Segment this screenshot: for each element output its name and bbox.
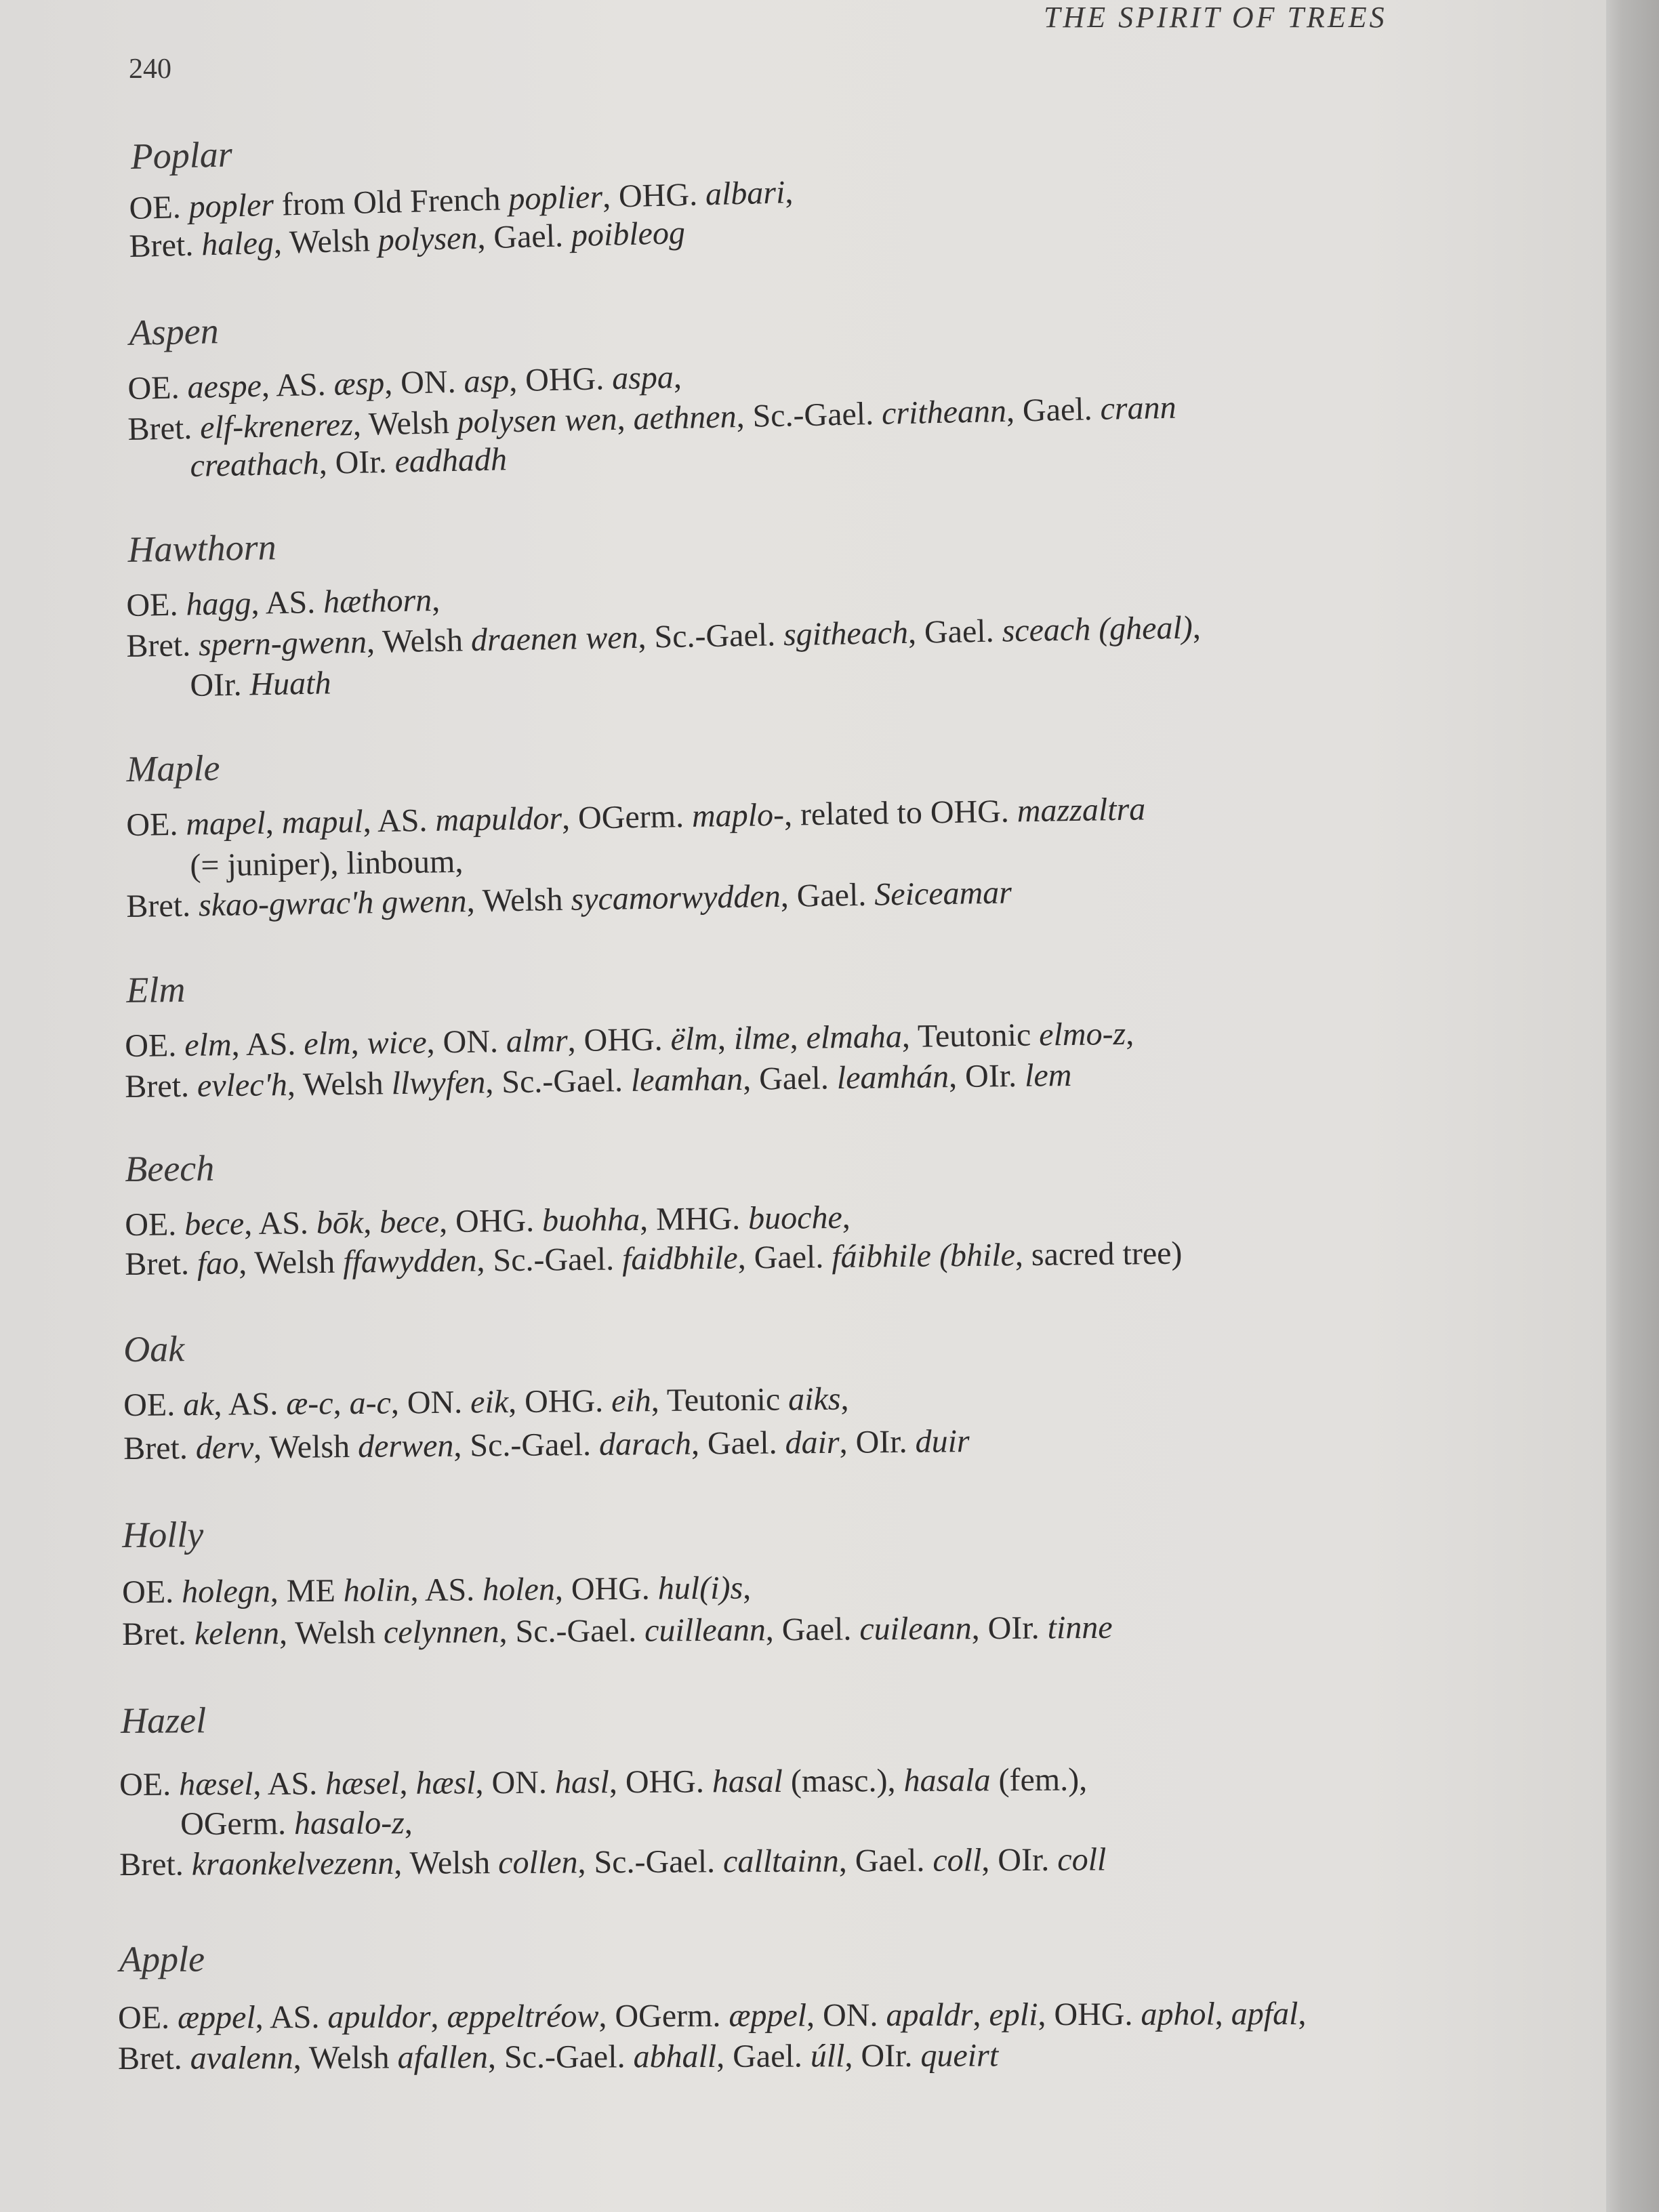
term-word: leamhán — [836, 1059, 949, 1097]
term-word: maplo- — [691, 796, 785, 834]
entry-line — [125, 1057, 1072, 1105]
gloss-text: OE. — [125, 1206, 185, 1243]
gloss-text: , Welsh — [238, 1244, 344, 1282]
term-word: polysen — [377, 220, 478, 259]
term-word: aethnen — [633, 398, 737, 437]
term-word: æsp — [333, 365, 385, 403]
term-word: hæthorn — [323, 582, 432, 620]
gloss-text: , OHG. — [508, 361, 613, 399]
entry-line — [126, 581, 441, 624]
term-word: ak — [182, 1386, 214, 1423]
term-word: sgitheach — [783, 614, 909, 653]
term-word: haleg — [201, 224, 274, 263]
gloss-text: , — [1125, 1015, 1134, 1052]
gloss-text: Bret. — [125, 1067, 198, 1105]
term-word: derwen — [357, 1427, 454, 1465]
term-word: mapul — [281, 803, 364, 841]
gloss-text: , Sc.-Gael. — [577, 1843, 724, 1881]
entry-title-beech: Beech — [125, 1147, 215, 1189]
gloss-text: , — [840, 1380, 849, 1417]
gloss-text: , AS. — [261, 366, 335, 404]
term-word: bece — [379, 1204, 440, 1241]
gloss-text: , Welsh — [253, 1428, 359, 1466]
gloss-text: Bret. — [125, 1245, 198, 1282]
gloss-text: , ON. — [426, 1023, 507, 1061]
term-word: spern-gwenn — [198, 623, 367, 663]
term-word: æ-c — [286, 1385, 333, 1422]
term-word: bece — [184, 1206, 245, 1243]
gloss-text: , — [1298, 1995, 1307, 2032]
term-word: fáibhile (bhile — [832, 1237, 1016, 1275]
gloss-text: , — [404, 1805, 413, 1841]
gloss-text: , — [717, 1021, 735, 1057]
entry-line — [119, 1841, 1106, 1883]
term-word: critheann — [881, 392, 1007, 432]
gloss-text: OE. — [125, 1027, 185, 1064]
entry-line — [118, 2036, 998, 2077]
gloss-text: , ME — [270, 1572, 344, 1610]
gloss-text: OE. — [129, 188, 190, 226]
gloss-text: , Sc.-Gael. — [485, 1062, 632, 1101]
gloss-text: , related to OHG. — [783, 793, 1018, 833]
gloss-text: , — [363, 1204, 380, 1241]
entry-line — [122, 1570, 751, 1611]
gloss-text: (fem.), — [990, 1761, 1088, 1799]
gloss-text: , MHG. — [639, 1200, 749, 1238]
term-word: mapuldor — [434, 800, 562, 838]
gloss-text: , OGerm. — [561, 798, 693, 836]
gloss-text: , — [350, 1025, 367, 1061]
gloss-text: , — [431, 581, 441, 619]
term-word: aphol — [1141, 1996, 1215, 2032]
gloss-text: Bret. — [127, 409, 201, 447]
entry-line — [125, 1199, 851, 1244]
gloss-text: , AS. — [231, 1025, 304, 1063]
gloss-text: , Gael. — [476, 218, 572, 256]
term-word: æppel — [729, 1997, 807, 2034]
term-word: creathach — [190, 445, 320, 484]
gloss-text: , — [1192, 609, 1202, 646]
term-word: hul(i)s — [657, 1570, 743, 1607]
term-word: apfal — [1231, 1995, 1298, 2032]
page-edge — [1606, 0, 1659, 2212]
term-word: duir — [915, 1423, 970, 1460]
gloss-text: , ON. — [806, 1997, 886, 2034]
term-word: Huath — [249, 665, 331, 703]
page-number: 240 — [129, 54, 171, 85]
term-word: eik — [470, 1384, 509, 1420]
term-word: celynnen — [383, 1614, 499, 1651]
term-word: elm — [184, 1027, 232, 1063]
gloss-text: OE. — [126, 586, 186, 623]
gloss-text: , AS. — [243, 1205, 317, 1242]
gloss-text: OE. — [122, 1574, 182, 1610]
term-word: kelenn — [194, 1615, 280, 1652]
term-word: ëlm — [670, 1021, 718, 1058]
term-word: tinne — [1047, 1609, 1113, 1646]
term-word: buohha — [541, 1202, 640, 1239]
term-word: elmaha — [806, 1018, 903, 1056]
entry-line — [190, 664, 331, 704]
term-word: kraonkelvezenn — [191, 1845, 394, 1883]
term-word: cuileann — [859, 1610, 972, 1647]
gloss-text: , Sc.-Gael. — [499, 1612, 645, 1650]
gloss-text: , — [742, 1570, 752, 1606]
entry-title-maple: Maple — [126, 747, 220, 790]
term-word: coll — [1057, 1841, 1107, 1878]
term-word: poplier — [508, 178, 603, 218]
gloss-text: , OIr. — [844, 2037, 921, 2074]
term-word: mazzaltra — [1017, 791, 1146, 830]
entry-line — [123, 1380, 849, 1424]
gloss-text: , — [784, 174, 794, 211]
term-word: darach — [598, 1425, 692, 1462]
gloss-text: , AS. — [410, 1572, 483, 1609]
term-word: abhall — [633, 2038, 717, 2075]
gloss-text: , Welsh — [366, 622, 472, 660]
term-word: aiks — [787, 1380, 841, 1418]
gloss-text: , Teutonic — [651, 1381, 789, 1419]
gloss-text: Bret. — [119, 1846, 192, 1883]
entry-line — [127, 359, 682, 407]
gloss-text: from Old French — [273, 181, 510, 223]
term-word: a-c — [349, 1385, 392, 1422]
term-word: queirt — [920, 2037, 999, 2074]
gloss-text: Bret. — [126, 627, 199, 664]
term-word: faidbhile — [621, 1240, 738, 1277]
term-word: sycamorwydden — [571, 878, 781, 918]
term-word: wice — [367, 1024, 427, 1061]
gloss-text: , OIr. — [319, 443, 396, 482]
gloss-text: , Sc.-Gael. — [735, 395, 882, 435]
gloss-text: , Gael. — [716, 2038, 811, 2074]
term-word: albari — [705, 174, 785, 213]
gloss-text: , ON. — [390, 1384, 471, 1421]
term-word: fao — [197, 1245, 239, 1282]
gloss-text: , Teutonic — [901, 1017, 1040, 1054]
gloss-text: , ON. — [384, 363, 465, 402]
gloss-text: (masc.), — [782, 1762, 904, 1799]
gloss-text: , Gael. — [691, 1425, 785, 1462]
gloss-text: OE. — [119, 1766, 180, 1803]
gloss-text: , sacred tree) — [1015, 1235, 1183, 1273]
term-word: úll — [810, 2038, 845, 2074]
gloss-text: , AS. — [250, 583, 324, 621]
entry-line — [118, 1995, 1307, 2036]
term-word: lem — [1024, 1057, 1072, 1094]
gloss-text: Bret. — [129, 226, 202, 264]
term-word: popler — [188, 186, 274, 225]
gloss-text: , — [265, 804, 283, 841]
term-word: holin — [343, 1572, 411, 1609]
gloss-text: , OIr. — [948, 1057, 1025, 1095]
term-word: calltainn — [722, 1843, 839, 1880]
gloss-text: , OHG. — [554, 1570, 659, 1607]
entry-title-holly: Holly — [122, 1514, 204, 1555]
gloss-text: , AS. — [213, 1385, 287, 1422]
term-word: elf-krenerez — [199, 407, 354, 446]
gloss-text: , OHG. — [508, 1382, 612, 1420]
term-word: æppeltréow — [447, 1998, 599, 2035]
gloss-text: , — [1214, 1996, 1231, 2032]
gloss-text: , Gael. — [907, 613, 1003, 651]
term-word: cuilleann — [644, 1612, 766, 1649]
gloss-text: , Welsh — [279, 1614, 384, 1652]
term-word: apuldor — [327, 1999, 431, 2035]
entry-title-aspen: Aspen — [129, 310, 220, 353]
gloss-text: , OHG. — [602, 176, 706, 215]
term-word: ilme — [733, 1020, 790, 1057]
gloss-text: , Welsh — [273, 222, 379, 261]
entry-title-oak: Oak — [123, 1328, 185, 1370]
gloss-text: , Gael. — [742, 1060, 838, 1097]
term-word: eadhadh — [394, 441, 508, 480]
term-word: aespe — [186, 367, 262, 406]
gloss-text: , AS. — [255, 1999, 328, 2036]
entry-line — [126, 790, 1146, 844]
gloss-text: , OIr. — [981, 1841, 1058, 1879]
term-word: æppel — [177, 1999, 255, 2036]
gloss-text: (= juniper), linboum, — [190, 843, 464, 884]
entry-title-apple: Apple — [119, 1938, 205, 1980]
gloss-text: , AS. — [253, 1765, 326, 1802]
term-word: holen — [483, 1571, 556, 1608]
term-word: leamhan — [630, 1061, 743, 1099]
entry-line — [122, 1609, 1113, 1653]
gloss-text: , ON. — [475, 1764, 556, 1801]
gloss-text: , AS. — [363, 802, 436, 840]
running-head: THE SPIRIT OF TREES — [1044, 1, 1387, 34]
term-word: ffawydden — [342, 1242, 477, 1280]
gloss-text: , OHG. — [567, 1021, 671, 1059]
entry-line — [119, 1761, 1087, 1803]
gloss-text: OE. — [123, 1387, 184, 1423]
gloss-text: OE. — [118, 1999, 178, 2036]
gloss-text: , Gael. — [838, 1842, 933, 1879]
term-word: mapel — [185, 804, 266, 842]
term-word: almr — [506, 1023, 568, 1060]
gloss-text: , — [333, 1385, 350, 1422]
term-word: collen — [498, 1844, 578, 1881]
term-word: epli — [989, 1996, 1038, 2033]
term-word: sceach (gheal) — [1002, 609, 1193, 649]
gloss-text: , Gael. — [780, 876, 875, 914]
gloss-text: , Gael. — [737, 1239, 832, 1276]
entry-title-hazel: Hazel — [121, 1700, 207, 1741]
term-word: coll — [933, 1842, 982, 1879]
term-word: hasal — [712, 1763, 783, 1800]
entry-title-elm: Elm — [126, 968, 186, 1010]
term-word: bōk — [316, 1204, 364, 1242]
gloss-text: , Welsh — [352, 404, 458, 443]
gloss-text: OE. — [127, 369, 188, 407]
gloss-text: , Welsh — [466, 881, 571, 920]
gloss-text: , — [842, 1199, 851, 1235]
gloss-text: , — [430, 1999, 447, 2035]
term-word: hagg — [185, 585, 251, 623]
gloss-text: , Sc.-Gael. — [638, 617, 784, 655]
term-word: hasl — [554, 1764, 610, 1801]
gloss-text: , Welsh — [287, 1065, 392, 1103]
term-word: eih — [611, 1382, 651, 1419]
gloss-text: , — [972, 1996, 989, 2033]
term-word: hasalo-z — [293, 1805, 405, 1842]
term-word: polysen wen — [457, 401, 618, 441]
gloss-text: , Gael. — [1006, 390, 1101, 429]
term-word: llwyfen — [391, 1064, 486, 1102]
entry-line — [123, 1422, 970, 1467]
entry-line — [190, 843, 464, 884]
term-word: crann — [1100, 389, 1177, 427]
term-word: apaldr — [886, 1996, 973, 2034]
term-word: afallen — [397, 2039, 489, 2076]
gloss-text: Bret. — [126, 887, 199, 924]
entry-line — [190, 441, 508, 485]
term-word: hæsel — [325, 1765, 400, 1802]
gloss-text: , — [790, 1019, 806, 1057]
gloss-text: , Sc.-Gael. — [476, 1241, 623, 1279]
gloss-text: OE. — [126, 806, 186, 843]
term-word: hæsl — [415, 1765, 476, 1801]
gloss-text: , — [399, 1765, 416, 1801]
term-word: elmo-z — [1038, 1015, 1126, 1053]
gloss-text: , — [617, 401, 634, 437]
gloss-text: OGerm. — [180, 1805, 295, 1842]
entry-line — [180, 1804, 413, 1843]
term-word: skao-gwrac'h gwenn — [198, 883, 467, 924]
gloss-text: Bret. — [122, 1616, 195, 1652]
entry-title-hawthorn: Hawthorn — [127, 527, 277, 570]
gloss-text: , Welsh — [293, 2039, 398, 2076]
gloss-text: , OHG. — [609, 1763, 713, 1801]
term-word: holegn — [181, 1573, 270, 1610]
gloss-text: , Gael. — [765, 1611, 860, 1648]
term-word: Seiceamar — [874, 874, 1012, 913]
gloss-text: , OHG. — [438, 1202, 543, 1240]
term-word: avalenn — [190, 2040, 293, 2076]
gloss-text: , Sc.-Gael. — [453, 1426, 600, 1464]
entry-title-poplar: Poplar — [130, 134, 233, 177]
gloss-text: , OIr. — [971, 1610, 1048, 1647]
gloss-text: , — [673, 359, 682, 396]
term-word: elm — [304, 1025, 351, 1062]
gloss-text: OIr. — [190, 666, 250, 703]
term-word: evlec'h — [197, 1067, 288, 1104]
term-word: poibleog — [571, 214, 686, 254]
term-word: hasala — [903, 1762, 991, 1799]
gloss-text: , Welsh — [394, 1845, 499, 1881]
term-word: derv — [195, 1429, 254, 1467]
gloss-text: , Sc.-Gael. — [487, 2039, 634, 2076]
term-word: asp — [463, 363, 510, 400]
term-word: draenen wen — [470, 619, 638, 659]
term-word: aspa — [611, 359, 674, 397]
term-word: dair — [785, 1424, 840, 1461]
term-word: hæsel — [178, 1765, 253, 1803]
term-word: buoche — [747, 1199, 842, 1237]
gloss-text: , OIr. — [839, 1423, 916, 1460]
gloss-text: , OHG. — [1038, 1996, 1141, 2033]
gloss-text: Bret. — [118, 2040, 190, 2076]
gloss-text: Bret. — [123, 1430, 197, 1467]
gloss-text: , OGerm. — [598, 1997, 729, 2034]
